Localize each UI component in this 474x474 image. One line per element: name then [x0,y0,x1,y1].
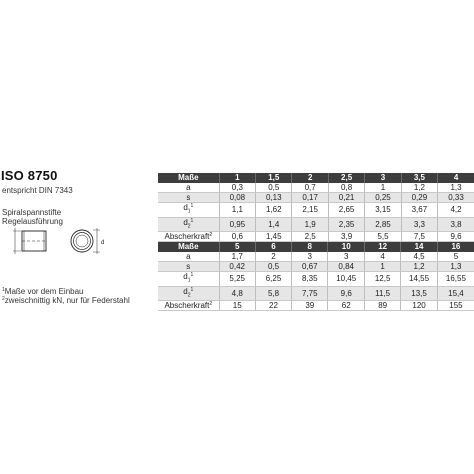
row-label [158,286,219,301]
row-label-footnote: 2 [209,232,213,239]
col-size: 5 [219,242,255,252]
table-cell: 14,55 [401,272,438,287]
table-cell: 13,5 [401,286,438,301]
table-cell: 0,67 [292,262,328,272]
col-size: 16 [437,242,474,252]
table-cell: 1,2 [401,262,438,272]
table-header-row [158,242,474,252]
table-cell: 89 [365,301,401,311]
col-size: 2 [292,173,328,183]
table-cell: 0,95 [219,217,255,232]
table-cell: 4,2 [438,203,474,218]
table-cell: 2,15 [292,203,328,218]
row-label [158,203,219,218]
row-label-subscript: 1 [187,208,191,215]
row-label [158,217,219,232]
spec-table-1 [158,173,474,242]
dim-label: d [101,240,105,246]
table-cell: 5,25 [219,272,255,287]
col-size: 1,5 [256,173,292,183]
table-row [158,252,474,262]
table-cell: 0,21 [328,193,364,203]
table-cell: 5,5 [365,232,401,242]
table-cell: 3,3 [401,217,437,232]
table-row [158,272,474,287]
table-cell: 1,45 [256,232,292,242]
table-cell: 39 [292,301,328,311]
row-label [158,252,219,262]
standard-subtitle: entspricht DIN 7343 [2,186,73,195]
row-label-text: s [186,193,191,202]
row-label-text: s [186,262,191,271]
spec-table-2 [158,242,474,311]
footnote-2 [2,296,130,305]
table-cell: 7,75 [292,286,328,301]
table-row [158,203,474,218]
table-cell: 2,65 [328,203,364,218]
table-cell: 2 [255,252,291,262]
table-cell: 0,5 [255,262,291,272]
table-cell: 4,8 [219,286,255,301]
table-cell: 62 [328,301,365,311]
table-cell: 1,4 [256,217,292,232]
row-label-subscript: 2 [187,292,191,299]
pin-drawing [0,223,150,261]
row-label-text: a [186,183,191,192]
table-cell: 3 [292,252,328,262]
row-label-subscript: 2 [187,223,191,230]
product-name: Spiralspannstifte [2,208,62,217]
table-cell: 5 [437,252,474,262]
row-label [158,262,219,272]
row-label-footnote: 1 [190,217,194,224]
table-cell: 16,55 [437,272,474,287]
table-row [158,262,474,272]
table-cell: 1,2 [401,183,437,193]
table-cell: 5,8 [255,286,291,301]
table-cell: 0,13 [256,193,292,203]
table-cell: 1,1 [219,203,255,218]
table-cell: 8,35 [292,272,328,287]
table-cell: 0,25 [365,193,401,203]
table-cell: 11,5 [365,286,401,301]
col-size: 1 [219,173,255,183]
table-cell: 2,5 [292,232,328,242]
table-cell: 1,62 [256,203,292,218]
row-label-text: a [186,252,191,261]
table-row [158,217,474,232]
row-label-text: Abscherkraft [164,301,210,311]
col-size: 4 [438,173,474,183]
table-cell: 1,7 [219,252,255,262]
row-label [158,232,219,242]
row-label-text: d [183,286,188,296]
col-size: 2,5 [328,173,364,183]
row-label [158,272,219,287]
product-variant: Regelausführung [2,217,63,226]
table-cell: 7,5 [401,232,437,242]
col-size: 10 [328,242,365,252]
table-cell: 0,7 [292,183,328,193]
table-cell: 2,85 [365,217,401,232]
row-label-subscript: 1 [187,277,191,284]
table-cell: 3,8 [438,217,474,232]
table-row [158,193,474,203]
table-cell: 1,9 [292,217,328,232]
spec-table-2-body [158,252,474,311]
table-cell: 3,15 [365,203,401,218]
table-cell: 0,29 [401,193,437,203]
table-cell: 12,5 [365,272,401,287]
row-label [158,193,219,203]
row-label-footnote: 1 [190,286,194,293]
table-cell: 9,6 [328,286,365,301]
spec-table-1-body [158,183,474,242]
table-header-row [158,173,474,183]
row-label-text: d [183,203,188,212]
row-label-footnote: 2 [209,301,213,308]
table-cell: 15 [219,301,255,311]
table-cell: 0,5 [256,183,292,193]
row-label-text: d [183,217,188,227]
table-cell: 0,17 [292,193,328,203]
table-cell: 0,3 [219,183,255,193]
table-row [158,232,474,242]
page-title: ISO 8750 [1,168,58,183]
coil-inner [76,235,88,247]
footnote-1-text: Maße vor dem Einbau [4,287,84,296]
table-cell: 155 [437,301,474,311]
table-cell: 4,5 [401,252,438,262]
row-label-text: Abscherkraft [164,232,210,242]
col-size: 8 [292,242,328,252]
footnote-1-marker: 1 [2,287,5,293]
table-cell: 10,45 [328,272,365,287]
table-cell: 2,35 [328,217,364,232]
table-cell: 0,08 [219,193,255,203]
col-size: 3 [365,173,401,183]
header-label: Maße [158,173,219,183]
col-size: 6 [255,242,291,252]
footnote-2-text: zweischnittig kN, nur für Federstahl [4,296,130,305]
row-label-text: d [183,272,188,281]
table-cell: 22 [255,301,291,311]
col-size: 12 [365,242,401,252]
table-cell: 0,6 [219,232,255,242]
table-row [158,286,474,301]
table-cell: 3 [328,252,365,262]
row-label [158,301,219,311]
table-cell: 120 [401,301,438,311]
row-label-footnote: 1 [190,203,194,209]
row-label [158,183,219,193]
table-cell: 9,6 [438,232,474,242]
col-size: 3,5 [401,173,437,183]
table-cell: 0,33 [438,193,474,203]
table-cell: 6,25 [255,272,291,287]
coil-outer [71,230,93,252]
table-cell: 3,67 [401,203,437,218]
table-cell: 1 [365,262,401,272]
table-cell: 0,84 [328,262,365,272]
col-size: 14 [401,242,438,252]
table-cell: 4 [365,252,401,262]
header-label: Maße [158,242,219,252]
table-cell: 15,4 [437,286,474,301]
table-cell: 1,3 [438,183,474,193]
table-cell: 1,3 [437,262,474,272]
table-row [158,301,474,311]
table-cell: 3,9 [328,232,364,242]
table-cell: 0,8 [328,183,364,193]
table-cell: 1 [365,183,401,193]
footnote-1 [2,287,83,296]
table-cell: 0,42 [219,262,255,272]
row-label-footnote: 1 [190,272,194,278]
footnote-2-marker: 2 [2,296,5,302]
table-row [158,183,474,193]
